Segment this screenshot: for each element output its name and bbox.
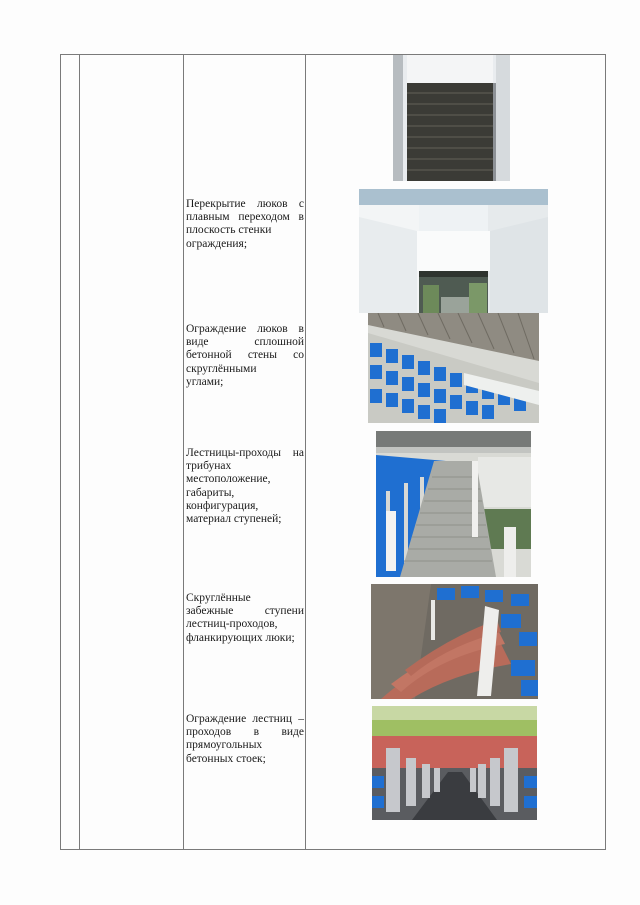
- hatch-tunnel-photo: [359, 189, 548, 313]
- text-line: трибунах: [186, 460, 232, 473]
- text-line: Перекрытие люков с: [186, 198, 304, 210]
- row-text-hatch-cover: [186, 198, 304, 251]
- text-line: плоскость стенки: [186, 224, 272, 237]
- text-line: забежные ступени: [186, 605, 304, 618]
- row-text-stair-passages: [186, 447, 304, 526]
- text-line: виде сплошной: [186, 336, 304, 349]
- text-line: ограждения;: [186, 237, 248, 250]
- text-line: прямоугольных: [186, 739, 263, 752]
- text-line: плавным переходом в: [186, 211, 304, 224]
- text-line: углами;: [186, 375, 224, 388]
- column-divider-2: [183, 54, 184, 850]
- text-line: материал ступеней;: [186, 513, 282, 526]
- text-line: скруглёнными: [186, 362, 257, 375]
- text-line: бетонной стены со: [186, 349, 304, 362]
- table-left-border: [60, 54, 61, 850]
- text-line: проходов в виде: [186, 726, 304, 739]
- text-line: фланкирующих люки;: [186, 631, 295, 644]
- text-line: лестниц-проходов,: [186, 618, 278, 631]
- concrete-steps-photo: [393, 55, 510, 181]
- row-text-stair-fence: [186, 713, 304, 766]
- table-top-border: [60, 54, 606, 55]
- row-text-winder-steps: [186, 592, 304, 645]
- text-line: бетонных стоек;: [186, 752, 266, 765]
- stand-blue-seats-photo: [368, 313, 539, 423]
- text-line: габариты,: [186, 486, 235, 499]
- text-line: Ограждение люков в: [186, 323, 304, 335]
- text-line: Лестницы-проходы на: [186, 447, 304, 459]
- table-right-border: [605, 54, 606, 850]
- table-bottom-border: [60, 849, 606, 850]
- text-line: конфигурация,: [186, 499, 259, 512]
- stair-passage-photo: [376, 431, 531, 577]
- column-divider-3: [305, 54, 306, 850]
- curved-steps-photo: [371, 584, 538, 699]
- stair-railing-posts-photo: [372, 706, 537, 820]
- column-divider-1: [79, 54, 80, 850]
- text-line: Скруглённые: [186, 592, 251, 604]
- text-line: Ограждение лестниц –: [186, 713, 304, 725]
- text-line: местоположение,: [186, 473, 271, 486]
- row-text-hatch-fence: [186, 323, 304, 389]
